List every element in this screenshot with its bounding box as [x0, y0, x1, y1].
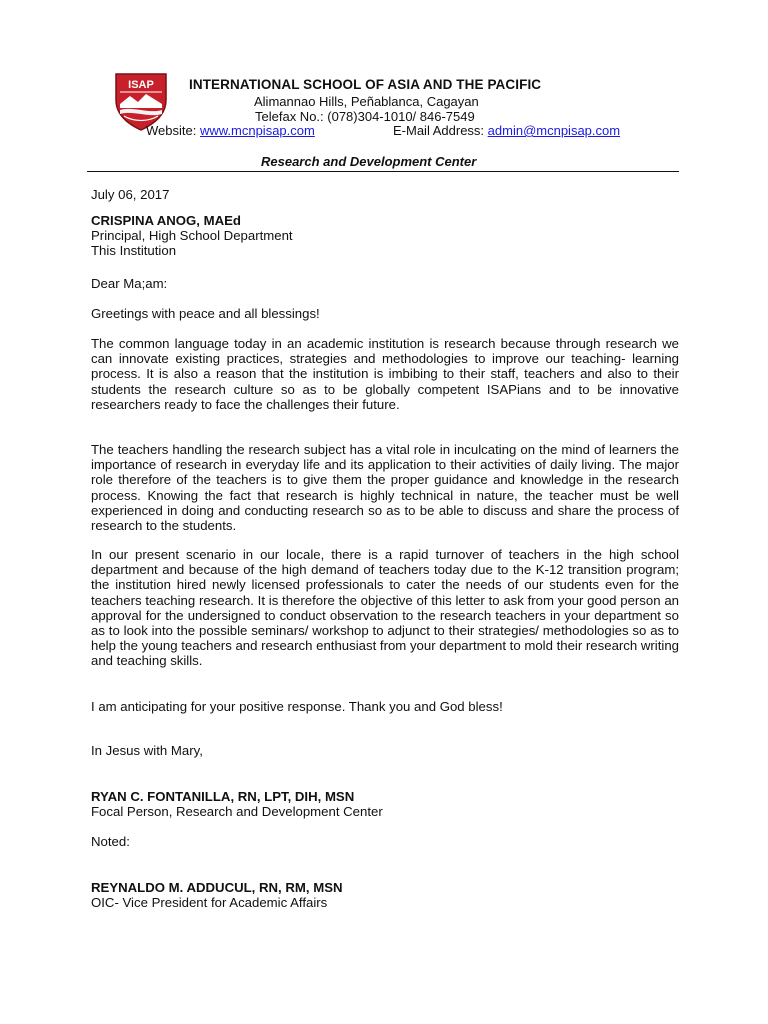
- salutation: Dear Ma;am:: [91, 276, 168, 291]
- noter-title: OIC- Vice President for Academic Affairs: [91, 895, 328, 911]
- recipient-org: This Institution: [91, 243, 177, 259]
- paragraph-1: The common language today in an academic institution is research because through research we can innovate existing practices, strategies and methodologies to improve our teaching- learning process. It is also a reason that the institution is imbibing to their staff, teachers and also to their students the research culture so as to be globally competent ISAPians and to be innovative researchers ready to face the challenges their future.: [91, 336, 679, 412]
- school-telefax: Telefax No.: (078)304-1010/ 846-7549: [255, 109, 475, 124]
- noted-label: Noted:: [91, 834, 130, 849]
- school-address: Alimannao Hills, Peñablanca, Cagayan: [254, 94, 479, 109]
- school-name: INTERNATIONAL SCHOOL OF ASIA AND THE PACIFIC: [189, 77, 542, 92]
- signatory-title: Focal Person, Research and Development Center: [91, 804, 383, 820]
- noter-name: REYNALDO M. ADDUCUL, RN, RM, MSN: [91, 880, 343, 895]
- email-link[interactable]: admin@mcnpisap.com: [487, 123, 621, 138]
- department-title: Research and Development Center: [261, 154, 477, 169]
- signatory-name: RYAN C. FONTANILLA, RN, LPT, DIH, MSN: [91, 789, 355, 804]
- header-divider: [87, 171, 679, 172]
- noter-block: [91, 880, 679, 910]
- website-link[interactable]: www.mcnpisap.com: [199, 123, 315, 138]
- recipient-name: CRISPINA ANOG, MAEd: [91, 213, 241, 228]
- website-row: [146, 123, 315, 138]
- recipient-block: [91, 213, 679, 259]
- email-row: [393, 123, 620, 138]
- website-label: Website:: [146, 123, 200, 138]
- recipient-title: Principal, High School Department: [91, 228, 293, 244]
- closing-line: I am anticipating for your positive response. Thank you and God bless!: [91, 699, 503, 714]
- paragraph-3: In our present scenario in our locale, there is a rapid turnover of teachers in the high school department and because of the high demand of teachers today due to the K-12 transition program; the institution hired newly licensed professionals to cater the needs of our students even for the teachers teaching research. It is therefore the objective of this letter to ask from your good person an approval for the undersigned to conduct observation to the research teachers in your department so as to look into the possible seminars/ workshop to adjunct to their strategies/ methodologies so as to help the young teachers and research enthusiast from your department to mold their research writing and teaching skills.: [91, 547, 679, 669]
- letter-date: July 06, 2017: [91, 187, 170, 202]
- svg-text:ISAP: ISAP: [128, 79, 154, 91]
- greeting: Greetings with peace and all blessings!: [91, 306, 320, 321]
- paragraph-2: The teachers handling the research subject has a vital role in inculcating on the mind of learners the importance of research in everyday life and its application to their activities of daily living. The major role therefore of the teachers is to give them the proper guidance and knowledge in the research process. Knowing the fact that research is highly technical in nature, the teacher must be well experienced in doing and conducting research so as to be able to discuss and share the process of research to the students.: [91, 442, 679, 534]
- email-label: E-Mail Address:: [393, 123, 488, 138]
- valediction: In Jesus with Mary,: [91, 743, 203, 758]
- signatory-block: [91, 789, 679, 819]
